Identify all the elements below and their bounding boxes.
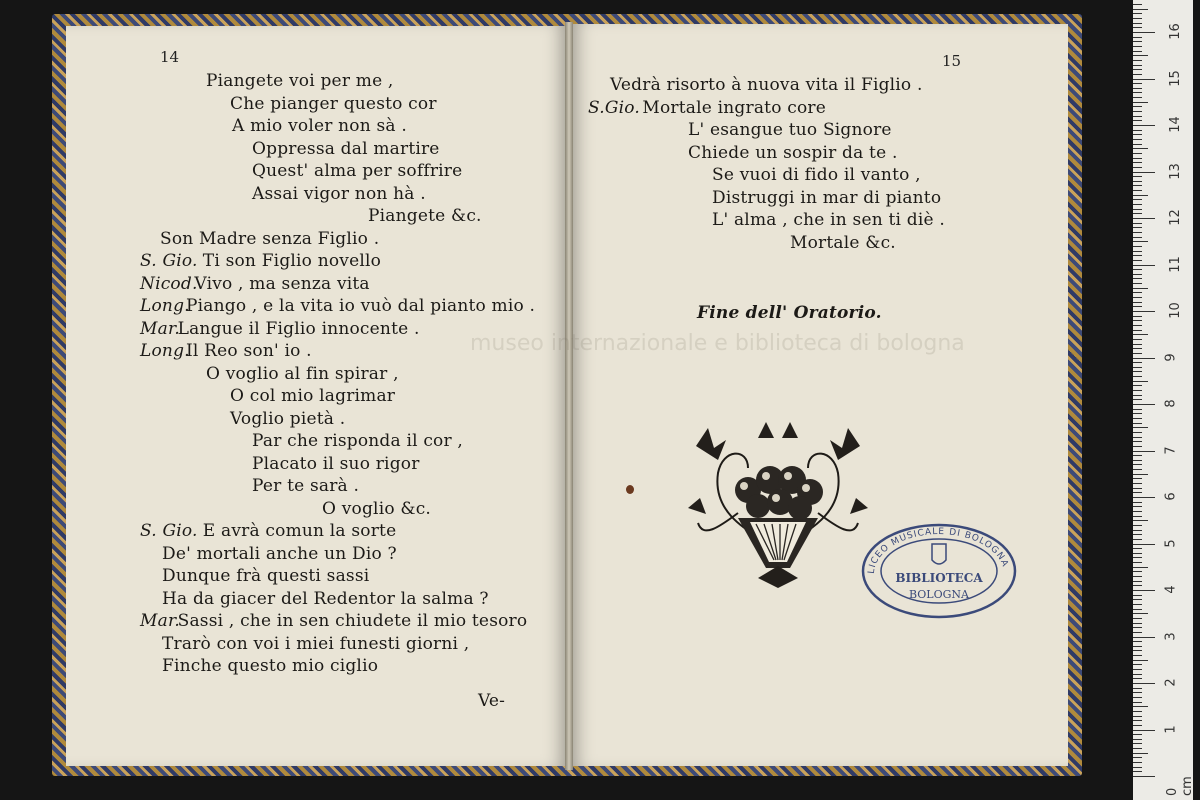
left-verse-line-0: Piangete voi per me , [206,71,394,91]
ruler-tick [1133,144,1142,145]
ruler-tick [1133,65,1142,66]
left-verse-line-20: E avrà comun la sorte [202,521,397,541]
ruler-label: 1 [1163,724,1179,734]
right-speaker-1: S.Gio. [588,97,641,118]
ruler-tick [1133,632,1142,633]
ruler-tick [1133,204,1142,205]
ruler-tick [1133,190,1142,191]
ruler-tick [1133,748,1142,749]
ruler-tick [1133,362,1142,363]
ruler-tick [1133,720,1142,721]
ruler-tick [1133,139,1142,140]
ruler-tick [1133,320,1142,321]
ruler-tick [1133,539,1142,540]
ruler-tick [1133,618,1142,619]
left-verse-line-1: Che pianger questo cor [230,93,437,114]
ruler-tick [1133,492,1142,493]
ruler-tick [1133,474,1148,475]
ruler-label: 12 [1167,209,1183,226]
ruler-label: 7 [1163,445,1179,455]
closing-title: Fine dell' Oratorio. [697,303,882,323]
ruler-tick [1133,176,1142,177]
right-verse-line-3: Chiede un sospir da te . [688,142,898,163]
ruler-tick [1133,460,1142,461]
ruler-tick [1133,567,1148,568]
ruler-tick [1133,506,1142,507]
ruler-tick [1133,776,1155,777]
ruler-tick [1133,213,1142,214]
floral-ornament [678,418,878,590]
ruler-tick [1133,427,1148,428]
page-number-right: 15 [942,52,962,70]
ruler-tick [1133,111,1142,112]
page-number-left: 14 [160,48,180,66]
ruler-tick [1133,767,1142,768]
left-verse-line-12: Il Reo son' io . [186,341,312,361]
ruler-tick [1133,702,1142,703]
left-verse-line-13: O voglio al fin spirar , [206,363,399,384]
left-verse-line-15: Voglio pietà . [230,408,346,429]
left-speaker-9: Nicod. [140,273,198,294]
left-verse-line-23: Ha da giacer del Redentor la salma ? [162,588,489,609]
ruler-tick [1133,269,1142,270]
ruler-tick [1133,534,1142,535]
ruler-tick [1133,181,1142,182]
ruler-tick [1133,102,1148,103]
ruler-tick [1133,251,1142,252]
ruler-tick [1133,711,1142,712]
left-verse-line-3: Oppressa dal martire [252,138,440,159]
ruler-tick [1133,218,1155,219]
left-verse-line-19: O voglio &c. [322,498,432,519]
ruler-tick [1133,292,1142,293]
ruler-tick [1133,655,1142,656]
ruler-label: 8 [1163,399,1179,408]
ruler-tick [1133,130,1142,131]
ruler-tick [1133,4,1142,5]
ruler-tick [1133,520,1148,521]
ruler-tick [1133,399,1142,400]
ruler-tick [1133,74,1142,75]
ruler-tick [1133,585,1142,586]
library-stamp [860,522,1018,620]
ruler-tick [1133,227,1142,228]
ruler-tick [1133,37,1142,38]
ink-spot [626,485,634,494]
ruler-label: 0 cm [1165,776,1195,796]
ruler-tick [1133,167,1142,168]
ruler-tick [1133,376,1142,377]
left-verse-line-18: Per te sarà . [252,476,360,496]
ruler-tick [1133,158,1142,159]
ruler-tick [1133,478,1142,479]
ruler-label: 6 [1163,492,1179,501]
ruler-label: 2 [1163,678,1179,687]
ruler-tick [1133,348,1142,349]
ruler-tick [1133,734,1142,735]
ruler-tick [1133,599,1142,600]
ruler-tick [1133,451,1155,452]
ruler-tick [1133,753,1148,754]
ruler-tick [1133,660,1148,661]
ruler-tick [1133,13,1142,14]
ruler-tick [1133,241,1148,242]
ruler-tick [1133,46,1142,47]
ruler-tick [1133,385,1142,386]
ruler-tick [1133,544,1155,545]
left-verse-line-7: Son Madre senza Figlio . [160,228,380,249]
ruler-tick [1133,334,1148,335]
ruler-tick [1133,97,1142,98]
ruler-tick [1133,23,1142,24]
left-verse-line-8: Ti son Figlio novello [202,251,382,271]
ruler-label: 16 [1167,23,1183,40]
ruler-tick [1133,637,1155,638]
left-speaker-24: Mar. [140,611,181,631]
ruler-tick [1133,297,1142,298]
ruler-tick [1133,562,1142,563]
ruler-tick [1133,232,1142,233]
ruler-tick [1133,432,1142,433]
ruler-tick [1133,595,1142,596]
ruler-tick [1133,265,1155,266]
left-verse-line-6: Piangete &c. [368,206,482,226]
ruler-tick [1133,55,1148,56]
ruler-tick [1133,371,1142,372]
ruler-tick [1133,316,1142,317]
ruler-tick [1133,339,1142,340]
left-verse-line-5: Assai vigor non hà . [252,183,426,204]
ruler-tick [1133,423,1142,424]
ruler-tick [1133,79,1155,80]
ruler-tick [1133,288,1148,289]
ruler-label: 15 [1167,69,1183,87]
ruler-tick [1133,32,1155,33]
ruler-tick [1133,548,1142,549]
ruler-tick [1133,455,1142,456]
ruler-tick [1133,185,1142,186]
ruler-tick [1133,418,1142,419]
stamp-line2: BOLOGNA [909,588,969,601]
ruler-tick [1133,604,1142,605]
ruler-tick [1133,18,1142,19]
ruler-tick [1133,488,1142,489]
ruler-label: 3 [1163,631,1179,641]
ruler-tick [1133,27,1142,28]
ruler-tick [1133,344,1142,345]
ruler-tick [1133,697,1142,698]
stamp-line1: BIBLIOTECA [895,571,983,585]
ruler-tick [1133,757,1142,758]
ruler-tick [1133,223,1142,224]
left-speaker-8: S. Gio. [140,251,198,271]
left-verse-line-2: A mio voler non sà . [232,116,407,136]
stamp-outer-text: LICEO MUSICALE DI BOLOGNA [866,526,1010,575]
ruler-tick [1133,162,1142,163]
right-verse-line-4: Se vuoi di fido il vanto , [712,165,921,185]
ruler-tick [1133,381,1148,382]
ruler-tick [1133,716,1142,717]
left-verse-line-22: Dunque frà questi sassi [162,566,370,586]
ruler-tick [1133,69,1142,70]
ruler-tick [1133,153,1142,154]
ruler-tick [1133,83,1142,84]
book-gutter [565,22,573,770]
ruler-tick [1133,483,1142,484]
right-verse-line-5: Distruggi in mar di pianto [712,187,942,208]
left-verse-line-26: Finche questo mio ciglio [162,656,379,676]
ruler-tick [1133,125,1155,126]
left-verse-line-25: Trarò con voi i miei funesti giorni , [162,633,470,654]
ruler-label: 14 [1167,116,1183,133]
ruler-tick [1133,88,1142,89]
ruler-tick [1133,771,1142,772]
svg-text:LICEO MUSICALE DI BOLOGNA [867,527,1010,574]
ruler-tick [1133,674,1142,675]
ruler-tick [1133,469,1142,470]
ruler-tick [1133,199,1142,200]
ruler-tick [1133,306,1142,307]
ruler-tick [1133,446,1142,447]
left-verse-line-16: Par che risponda il cor , [252,431,464,451]
ruler-tick [1133,641,1142,642]
right-verse-line-0: Vedrà risorto à nuova vita il Figlio . [610,75,923,95]
right-verse-line-2: L' esangue tuo Signore [688,120,892,140]
left-verse-line-14: O col mio lagrimar [230,386,396,406]
ruler-tick [1133,51,1142,52]
catchword: Ve- [478,691,506,711]
ruler-tick [1133,302,1142,303]
ruler-label: 5 [1163,538,1179,548]
ruler-tick [1133,367,1142,368]
ruler-tick [1133,762,1142,763]
ruler-tick [1133,530,1142,531]
ruler-tick [1133,92,1142,93]
ruler-label: 13 [1167,162,1183,180]
ruler-tick [1133,646,1142,647]
ruler-tick [1133,678,1142,679]
ruler-tick [1133,623,1142,624]
left-speaker-20: S. Gio. [140,521,198,541]
left-speaker-11: Mar. [140,318,181,339]
ruler-tick [1133,120,1142,121]
ruler-tick [1133,358,1155,359]
ruler-tick [1133,725,1142,726]
ruler-tick [1133,525,1142,526]
ruler-tick [1133,557,1142,558]
ruler-tick [1133,260,1142,261]
ruler-tick [1133,706,1148,707]
measurement-ruler [1133,0,1193,800]
left-verse-line-11: Langue il Figlio innocente . [177,318,420,339]
ruler-tick [1133,516,1142,517]
ruler-tick [1133,60,1142,61]
ruler-tick [1133,613,1148,614]
ruler-tick [1133,237,1142,238]
ruler-tick [1133,553,1142,554]
ruler-tick [1133,590,1155,591]
left-verse-line-24: Sassi , che in sen chiudete il mio tesoro [177,611,528,631]
ruler-tick [1133,9,1148,10]
ruler-tick [1133,148,1148,149]
ruler-tick [1133,730,1155,731]
ruler-tick [1133,134,1142,135]
right-verse-line-7: Mortale &c. [790,232,896,253]
ruler-tick [1133,395,1142,396]
ruler-tick [1133,404,1155,405]
left-verse-line-17: Placato il suo rigor [252,453,420,474]
ruler-tick [1133,441,1142,442]
ruler-tick [1133,353,1142,354]
right-verse-line-6: L' alma , che in sen ti diè . [712,210,945,230]
ruler-tick [1133,502,1142,503]
ruler-tick [1133,311,1155,312]
ruler-tick [1133,576,1142,577]
ruler-tick [1133,209,1142,210]
ruler-tick [1133,683,1155,684]
ruler-tick [1133,511,1142,512]
ruler-label: 11 [1167,255,1183,273]
ruler-tick [1133,246,1142,247]
ruler-tick [1133,664,1142,665]
ruler-tick [1133,116,1142,117]
left-speaker-10: Long. [140,296,190,316]
ruler-tick [1133,650,1142,651]
ruler-tick [1133,255,1142,256]
ruler-tick [1133,692,1142,693]
left-verse-line-9: Vivo , ma senza vita [194,273,370,294]
ruler-tick [1133,497,1155,498]
ruler-tick [1133,274,1142,275]
ruler-tick [1133,627,1142,628]
ruler-tick [1133,409,1142,410]
ruler-tick [1133,330,1142,331]
ruler-tick [1133,106,1142,107]
ruler-tick [1133,325,1142,326]
ruler-tick [1133,571,1142,572]
right-verse-line-1: Mortale ingrato core [642,97,826,118]
ruler-tick [1133,581,1142,582]
left-verse-line-4: Quest' alma per soffrire [252,161,463,181]
ruler-label: 10 [1167,302,1183,319]
ruler-tick [1133,688,1142,689]
ruler-tick [1133,669,1142,670]
ruler-tick [1133,743,1142,744]
ruler-tick [1133,413,1142,414]
ruler-tick [1133,172,1155,173]
ruler-tick [1133,437,1142,438]
ruler-tick [1133,278,1142,279]
ruler-tick [1133,609,1142,610]
ruler-label: 4 [1163,585,1179,594]
left-speaker-12: Long. [140,341,190,361]
ruler-tick [1133,739,1142,740]
ruler-label: 9 [1163,352,1179,362]
ruler-tick [1133,283,1142,284]
left-verse-line-10: Piango , e la vita io vuò dal pianto mio . [186,296,536,316]
ruler-tick [1133,195,1148,196]
watermark-bleedthrough: museo internazionale e biblioteca di bologna [470,331,965,356]
ruler-tick [1133,464,1142,465]
left-verse-line-21: De' mortali anche un Dio ? [162,543,397,564]
ruler-tick [1133,41,1142,42]
ruler-tick [1133,390,1142,391]
